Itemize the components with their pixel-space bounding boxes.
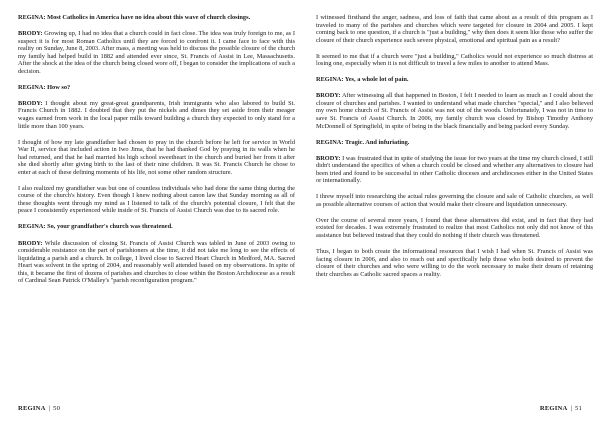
answer-paragraph (316, 92, 593, 130)
body-text: Thus, I began to both create the informational resources that I wish I had when St. Francis of Assisi was facing closure in 2006, and also to reach out and specifically help those who both desired to prevent the closure of their churches and who were willing to do the work necessary to make their dream of retaining their churches as Catholic sacred spaces a reality. (316, 248, 593, 278)
body-text: I threw myself into researching the actual rules governing the closure and sale of Catholic churches, as well as possible alternative courses of action that would make their closure and liquidation unnecessary. (316, 193, 593, 208)
answer-text: I was frustrated that in spite of studying the issue for two years at the time my church closed, I still didn't understand the specifics of when a church could be closed and whether any alternatives to closure had been tried and found to be successful in other Catholic dioceses and archdioceses either in the United States or internationally. (316, 154, 593, 185)
speaker-label: REGINA: (316, 76, 344, 84)
answer-paragraph (18, 100, 295, 130)
footer-separator: | (48, 405, 51, 412)
body-text: Over the course of several more years, I found that these alternatives did exist, and in fact that they had existed for decades. I was extremely frustrated to realize that most Catholics not only did not know of this assistance but believed instead that they could do nothing if their church was threatened. (316, 216, 593, 239)
answer-paragraph (18, 30, 295, 75)
speaker-label: BRODY: (18, 30, 43, 38)
body-paragraph (18, 139, 295, 177)
speaker-label: BRODY: (316, 154, 341, 162)
body-paragraph (18, 185, 295, 215)
question-text: Most Catholics in America have no idea about this wave of church closings. (47, 14, 251, 21)
page-number: 51 (575, 405, 582, 412)
answer-text: I thought about my great-great grandparents, Irish immigrants who also labored to build St. Francis Church in 1882. I doubted that they put the nickels and dimes they set aside from their meager wages earned from work in the local paper mills toward building a church they expected to only stand for a little more than 100 years. (18, 99, 295, 130)
question-text: So, your grandfather's church was threatened. (47, 223, 173, 231)
footer-separator: | (570, 405, 572, 412)
speaker-label: REGINA: (316, 138, 344, 146)
right-page (316, 14, 593, 402)
answer-paragraph (316, 155, 593, 185)
answer-text: Growing up, I had no idea that a church could in fact close. The idea was truly foreign to me, as I suspect it is for most Roman Catholics until they are forced to confront it. I came face to face with this reality on Sunday, June 8, 2003. After mass, a meeting was held to discuss the possible closure of the church my family had helped build in 1882 and attended ever since, St. Francis of Assisi in Lee, Massachusetts. After the shock at the idea of the church being closed wore off, I began to consider the implications of such a decision. (18, 30, 295, 75)
speaker-label: REGINA: (18, 223, 46, 231)
body-text: I witnessed firsthand the anger, sadness, and loss of faith that came about as a result of this program as I traveled to many of the parishes and churches which were targeted for closure in 2004 and 2005. I kept coming back to one question, if a church is "just a building," why then does it seem like those who suffer the closure of their church experience such severe physical, emotional and spiritual pain as a result? (316, 14, 593, 44)
question-paragraph (18, 84, 295, 92)
body-paragraph (316, 53, 593, 68)
speaker-label: BRODY: (18, 99, 43, 107)
speaker-label: REGINA: (18, 83, 46, 91)
left-page (18, 14, 295, 402)
question-paragraph (316, 76, 593, 84)
question-text: Yes, a whole lot of pain. (344, 76, 409, 84)
body-paragraph (316, 14, 593, 44)
question-paragraph (316, 139, 593, 147)
speaker-label: BRODY: (18, 239, 43, 247)
left-page-footer (18, 405, 60, 412)
answer-paragraph (18, 240, 295, 285)
body-text: I also realized my grandfather was but one of countless individuals who had done the same thing during the course of the church's history. Even though I knew nothing about canon law that Sunday morning as all of these thoughts went through my mind as I listened to talk of the church's potential closure, I felt that the peace I consistently experienced while inside of St. Francis of Assisi Church was due to its sacred role. (18, 184, 295, 215)
question-text: How so? (47, 83, 71, 91)
body-paragraph (316, 248, 593, 278)
question-paragraph (18, 14, 295, 22)
answer-text: While discussion of closing St. Francis of Assisi Church was tabled in June of 2003 owing to considerable resistance on the part of parishioners at the time, it did not take me long to see the effects of liquidating a parish and a church. In college, I lived close to Sacred Heart Church in Medford, MA. Sacred Heart was solvent in the spring of 2004, and reasonably well attended based on my observations. In spite of this, it became the first of dozens of parishes and churches to close within the Boston Archdiocese as a result of Cardinal Sean Patrick O'Malley's "parish reconfiguration program." (18, 239, 295, 285)
body-paragraph (316, 217, 593, 240)
running-title: REGINA (18, 405, 46, 412)
speaker-label: REGINA: (18, 14, 46, 21)
question-text: Tragic. And infuriating. (344, 138, 410, 146)
running-title: REGINA (539, 405, 568, 412)
page-number: 50 (53, 405, 61, 412)
body-paragraph (316, 193, 593, 208)
body-text: I thought of how my late grandfather had chosen to pray in the church before he left for service in World War II, service that included action in Iwo Jima, that he had thanked God by praying in its walls when he had returned, and that he had married his high school sweetheart in the church and buried her from it after she died shortly after giving birth to the last of their nine children. It was St. Francis Church he chose to enter at each of these defining moments of his life, not some other random structure. (18, 138, 295, 176)
body-text: It seemed to me that if a church were "just a building," Catholics would not experience so much distress at losing one, especially when it is not difficult to travel a few miles to another to attend Mass. (316, 52, 593, 68)
question-paragraph (18, 223, 295, 231)
answer-text: After witnessing all that happened in Boston, I felt I needed to learn as much as I could about the closure of churches and parishes. I wanted to understand what made churches "special," and I also believed my own home church of St. Francis of Assisi was not out of the woods. Unfortunately, I was not in time to save St. Francis of Assisi Church. In 2006, my family church was closed by Bishop Timothy Anthony McDonnell of Springfield, in spite of being in the black financially and being packed every Sunday. (316, 92, 593, 130)
right-page-footer (540, 405, 582, 412)
speaker-label: BRODY: (316, 92, 341, 100)
